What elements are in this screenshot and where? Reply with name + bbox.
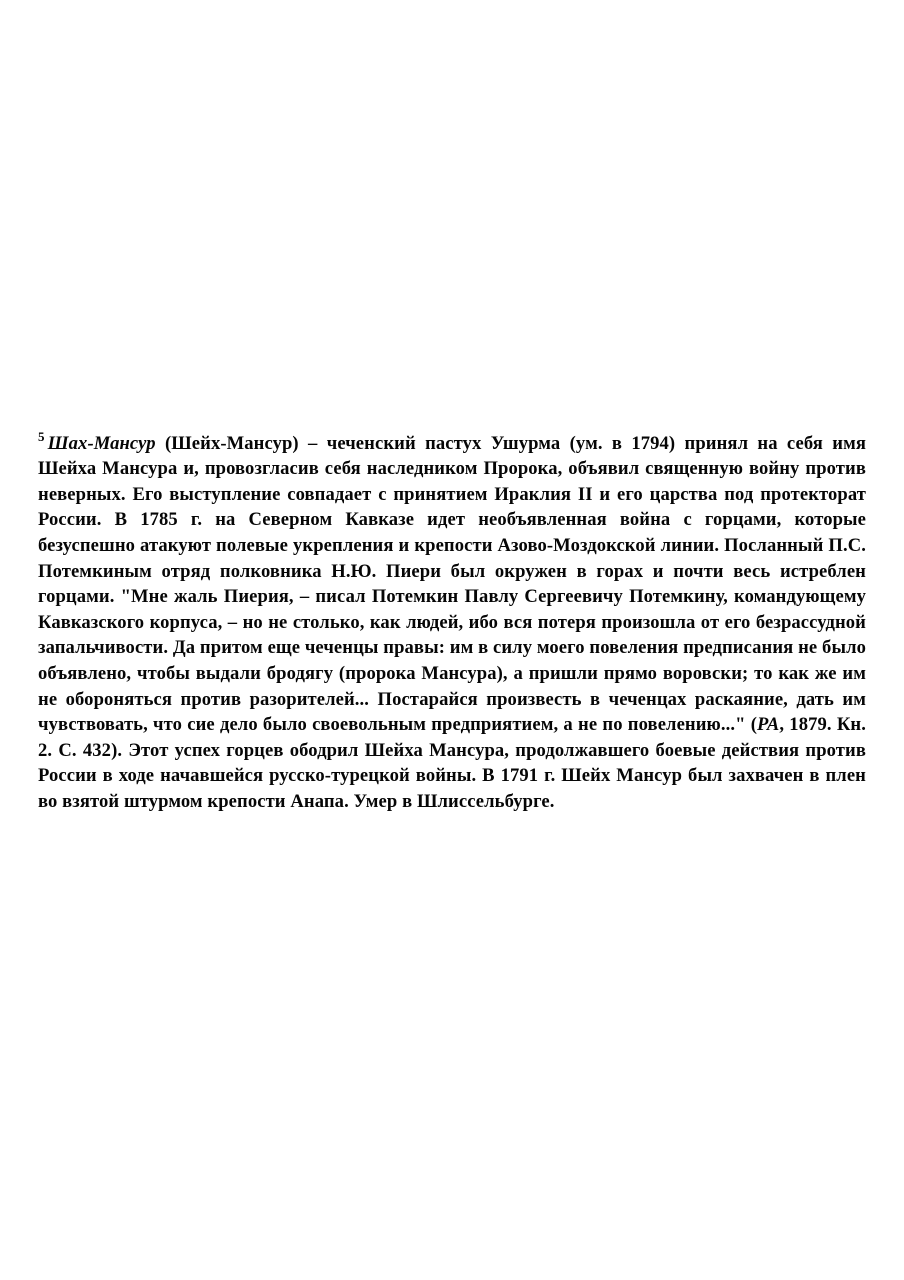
footnote-term: Шах-Мансур bbox=[47, 432, 156, 454]
footnote-paragraph bbox=[38, 431, 866, 815]
footnote-marker: 5 bbox=[38, 429, 45, 445]
footnote-text-after-source: , 1879. Кн. 2. С. 432). Этот успех горцев ободрил Шейха Мансура, продолжавшего боевые действия против России в ходе начавшейся русско-турецкой войны. В 1791 г. Шейх Мансур был захвачен в плен во взятой штурмом крепости Анапа. Умер в Шлиссельбурге. bbox=[38, 714, 866, 812]
footnote-source-abbrev: РА bbox=[757, 714, 780, 736]
footnote-text-before-source: (Шейх-Мансур) – чеченский пастух Ушурма (ум. в 1794) принял на себя имя Шейха Мансура и, провозгласив себя наследником Пророка, объявил священную войну против неверных. Его выступление совпадает с принятием Ираклия II и его царства под протекторат России. В 1785 г. на Северном Кавказе идет необъявленная война с горцами, которые безуспешно атакуют полевые укрепления и крепости Азово-Моздокской линии. Посланный П.С. Потемкиным отряд полковника Н.Ю. Пиери был окружен в горах и почти весь истреблен горцами. "Мне жаль Пиерия, – писал Потемкин Павлу Сергеевичу Потемкину, командующему Кавказского корпуса, – но не столько, как людей, ибо вся потеря произошла от его безрассудной запальчивости. Да притом еще чеченцы правы: им в силу моего повеления предписания не было объявлено, чтобы выдали бродягу (пророка Мансура), а пришли прямо воровски; то как же им не обороняться против разорителей... Постарайся произвесть в чеченцах раскаяние, дать им чувствовать, что сие дело было своевольным предприятием, а не по повелению..." ( bbox=[38, 432, 866, 736]
footnote-block bbox=[38, 412, 866, 833]
